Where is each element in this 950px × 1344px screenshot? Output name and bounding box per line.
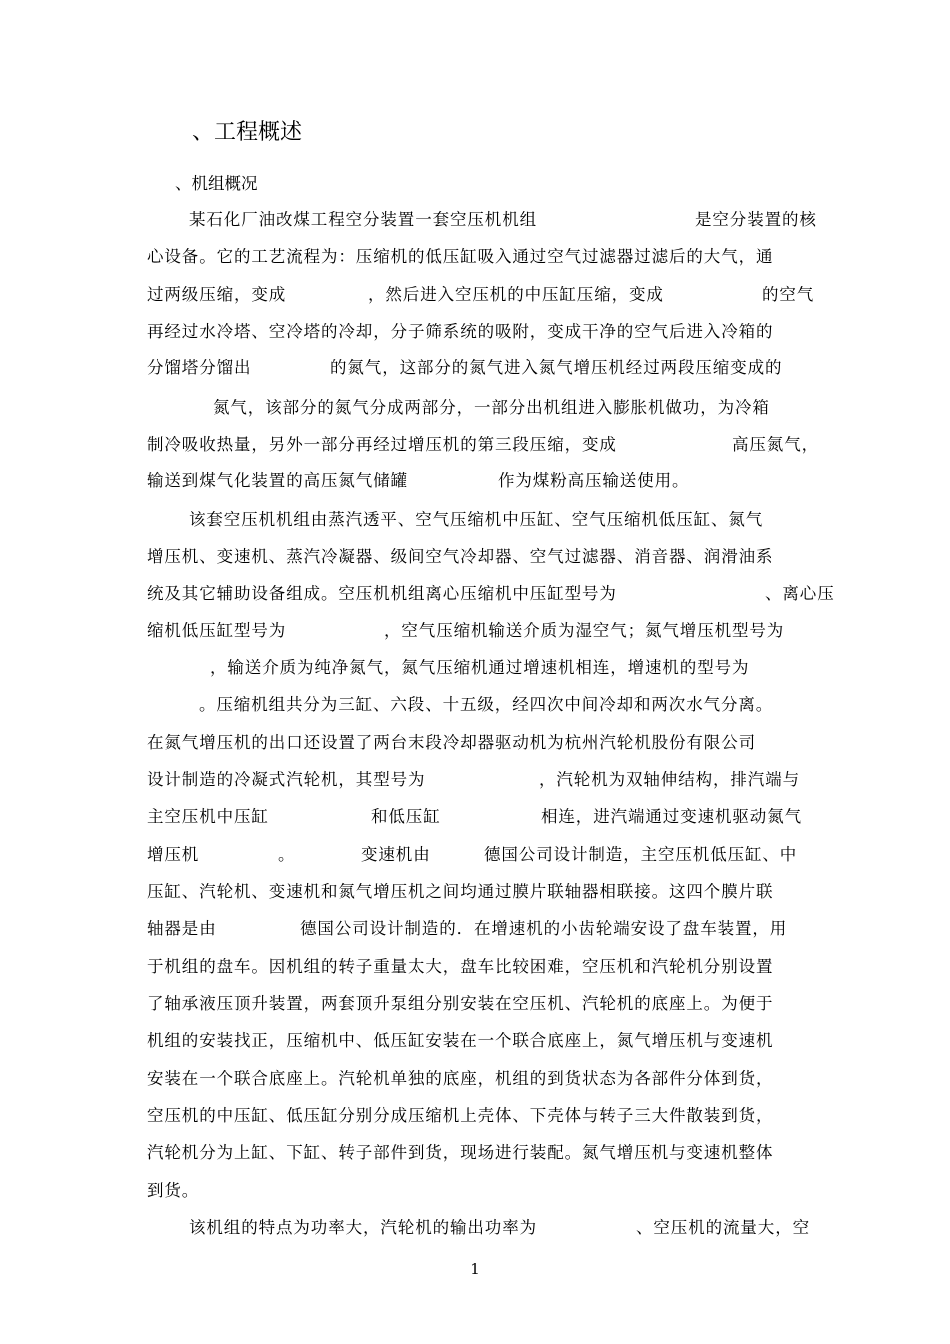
text-line: 安装在一个联合底座上。汽轮机单独的底座，机组的到货状态为各部件分体到货，	[147, 1069, 774, 1088]
text-line: ，输送介质为纯净氮气，氮气压缩机通过增速机相连，增速机的型号为	[210, 658, 750, 677]
text-line: 再经过水冷塔、空冷塔的冷却，分子筛系统的吸附，变成干净的空气后进入冷箱的	[147, 322, 774, 341]
text-line: 某石化厂油改煤工程空分装置一套空压机机组	[189, 210, 537, 229]
text-line: 高压氮气，	[732, 435, 819, 454]
text-line: 的氮气，这部分的氮气进入氮气增压机经过两段压缩变成的	[330, 358, 783, 377]
text-line: 相连，进汽端通过变速机驱动氮气	[541, 807, 802, 826]
text-line: 、空压机的流量大，空	[636, 1218, 810, 1237]
text-line: 德国公司设计制造，主空压机低压缸、中	[484, 845, 798, 864]
text-line: 分馏塔分馏出	[147, 358, 252, 377]
text-line: 作为煤粉高压输送使用。	[498, 471, 690, 490]
text-line: 该机组的特点为功率大，汽轮机的输出功率为	[189, 1218, 537, 1237]
text-line: 变速机由	[361, 845, 431, 864]
text-line: 和低压缸	[371, 807, 441, 826]
text-line: 是空分装置的核	[695, 210, 817, 229]
section-heading: 、工程概述	[192, 120, 303, 145]
text-line: 主空压机中压缸	[147, 807, 269, 826]
text-line: 统及其它辅助设备组成。空压机机组离心压缩机中压缸型号为	[147, 584, 617, 603]
text-line: 增压机	[147, 845, 200, 864]
subsection-heading: 、机组概况	[175, 174, 258, 193]
text-line: 德国公司设计制造的．在增速机的小齿轮端安设了盘车装置，用	[300, 919, 788, 938]
text-line: 增压机、变速机、蒸汽冷凝器、级间空气冷却器、空气过滤器、消音器、润滑油系	[147, 547, 774, 566]
text-line: 。压缩机组共分为三缸、六段、十五级，经四次中间冷却和两次水气分离。	[199, 695, 774, 714]
text-line: 空压机的中压缸、低压缸分别分成压缩机上壳体、下壳体与转子三大件散装到货，	[147, 1106, 774, 1125]
text-line: 到货。	[147, 1181, 200, 1200]
text-line: 制冷吸收热量，另外一部分再经过增压机的第三段压缩，变成	[147, 435, 617, 454]
text-line: 压缸、汽轮机、变速机和氮气增压机之间均通过膜片联轴器相联接。这四个膜片联	[147, 882, 774, 901]
text-line: 该套空压机机组由蒸汽透平、空气压缩机中压缸、空气压缩机低压缸、氮气	[189, 510, 764, 529]
text-line: ，空气压缩机输送介质为湿空气；氮气增压机型号为	[384, 621, 785, 640]
text-line: 轴器是由	[147, 919, 217, 938]
text-line: 氮气，该部分的氮气分成两部分，一部分出机组进入膨胀机做功，为冷箱	[213, 398, 770, 417]
text-line: 输送到煤气化装置的高压氮气储罐	[147, 471, 408, 490]
text-line: ，然后进入空压机的中压缸压缩，变成	[368, 285, 664, 304]
text-line: 在氮气增压机的出口还设置了两台末段冷却器驱动机为杭州汽轮机股份有限公司	[147, 733, 756, 752]
page-number: 1	[470, 1260, 480, 1278]
text-line: 过两级压缩，变成	[147, 285, 287, 304]
text-line: 、离心压	[765, 584, 835, 603]
text-line: 了轴承液压顶升装置，两套顶升泵组分别安装在空压机、汽轮机的底座上。为便于	[147, 994, 774, 1013]
text-line: 的空气	[762, 285, 815, 304]
text-line: 机组的安装找正，压缩机中、低压缸安装在一个联合底座上，氮气增压机与变速机	[147, 1031, 774, 1050]
text-line: 于机组的盘车。因机组的转子重量太大，盘车比较困难，空压机和汽轮机分别设置	[147, 957, 774, 976]
text-line: 。	[278, 845, 296, 864]
text-line: 心设备。它的工艺流程为：压缩机的低压缸吸入通过空气过滤器过滤后的大气，通	[147, 247, 774, 266]
text-line: 缩机低压缸型号为	[147, 621, 287, 640]
text-line: ，汽轮机为双轴伸结构，排汽端与	[539, 770, 800, 789]
text-line: 汽轮机分为上缸、下缸、转子部件到货，现场进行装配。氮气增压机与变速机整体	[147, 1143, 774, 1162]
text-line: 设计制造的冷凝式汽轮机，其型号为	[147, 770, 426, 789]
